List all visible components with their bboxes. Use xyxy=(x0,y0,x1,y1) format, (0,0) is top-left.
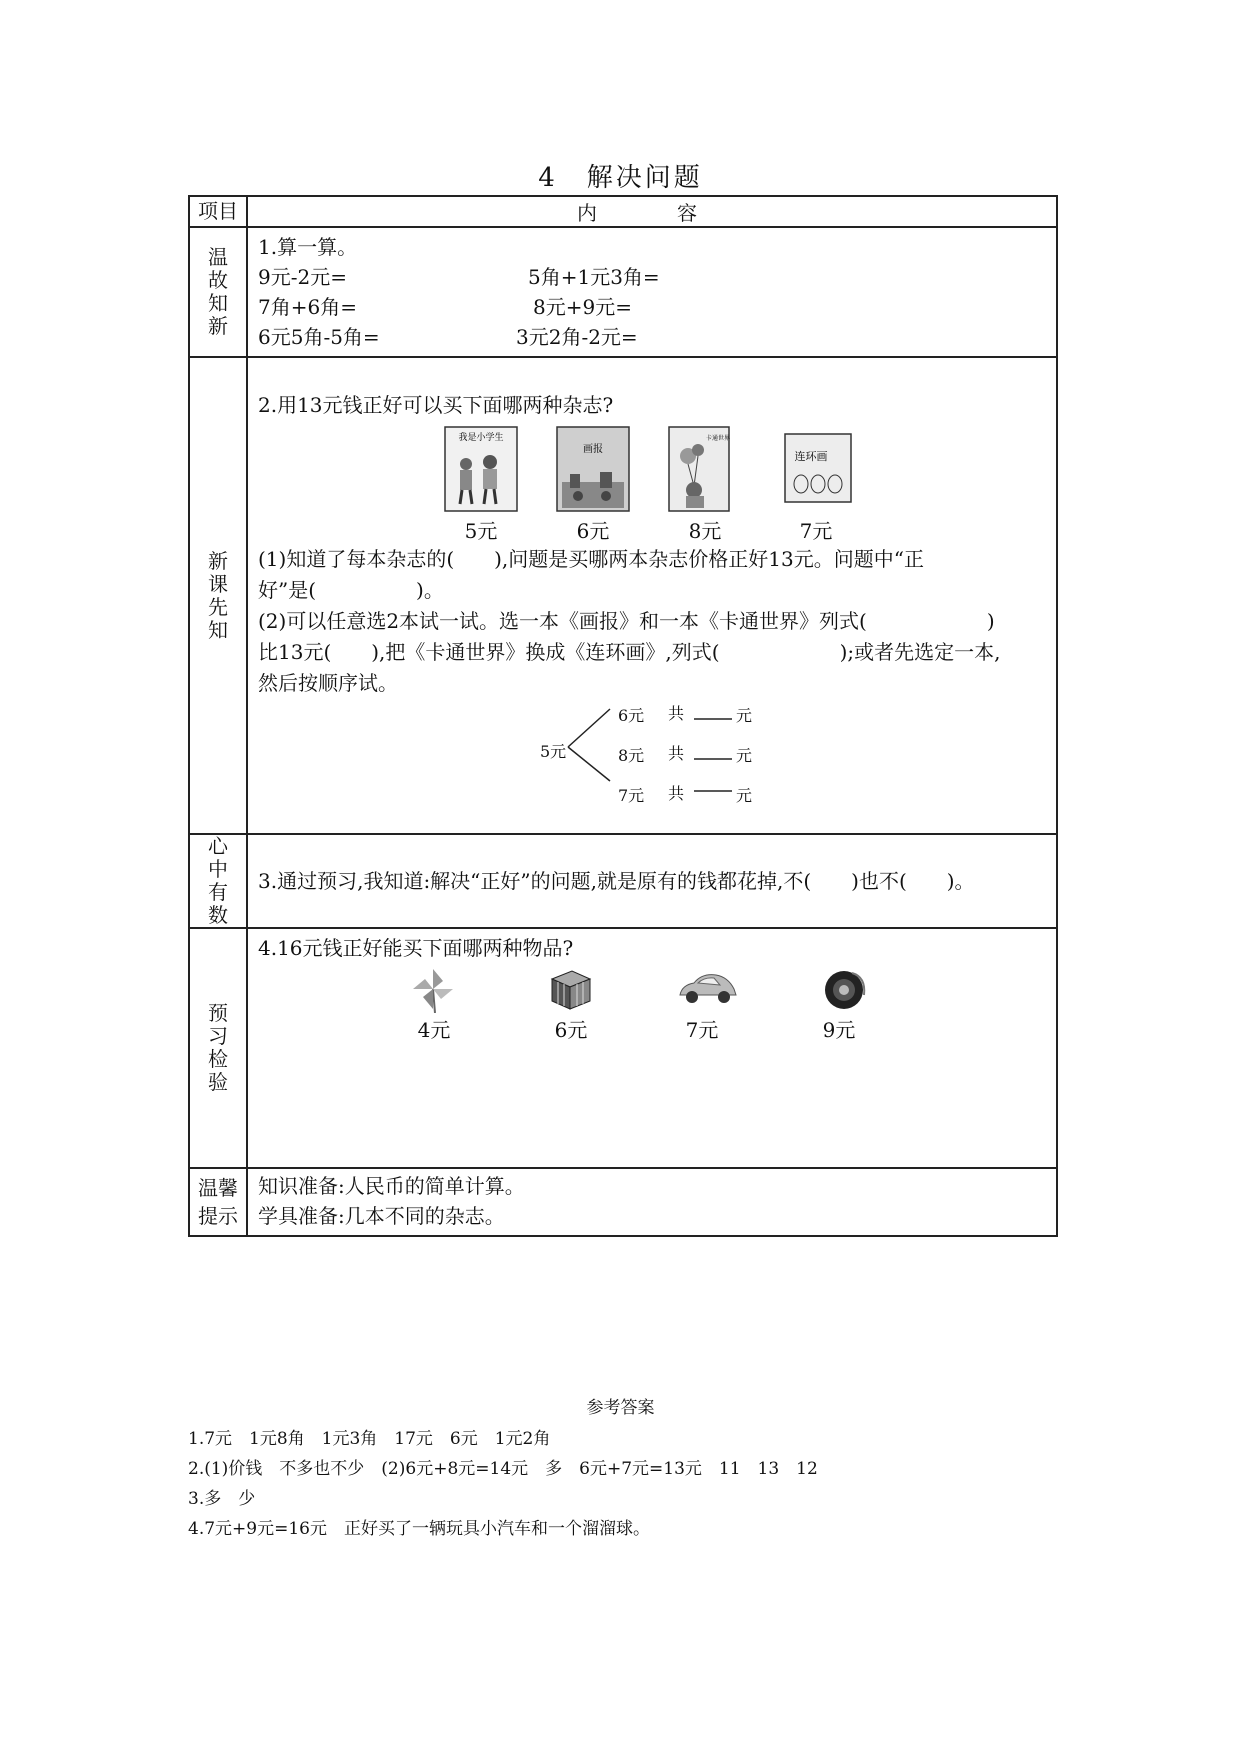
toy-price: 7元 xyxy=(685,1018,719,1042)
review-content xyxy=(247,227,1057,357)
tree-branch-text: 共 xyxy=(668,784,685,803)
mind-content xyxy=(247,834,1057,928)
check-label: 预习检验 xyxy=(189,928,247,1168)
magazine-row xyxy=(258,426,1046,544)
question-4: 4.16元钱正好能买下面哪两种物品? xyxy=(258,936,574,960)
review-label: 温故知新 xyxy=(189,227,247,357)
cover-title: 连环画 xyxy=(794,450,828,463)
tree-branch-value: 6元 xyxy=(618,706,645,725)
pinwheel-icon xyxy=(410,967,456,1013)
review-heading: 1.算一算。 xyxy=(258,235,358,259)
exercise: 6元5角-5角= xyxy=(258,325,380,349)
tree-branch-value: 7元 xyxy=(618,786,645,805)
toy-car-icon xyxy=(676,967,740,1007)
exercise: 5角+1元3角= xyxy=(528,265,660,289)
tip-2: 学具准备:几本不同的杂志。 xyxy=(258,1204,505,1228)
magazine-price: 7元 xyxy=(799,519,833,543)
yoyo-icon xyxy=(822,967,868,1013)
paragraph-1b: 好”是( )。 xyxy=(258,578,444,602)
exercise: 9元-2元= xyxy=(258,265,347,289)
check-content xyxy=(247,928,1057,1168)
tree-branch-unit: 元 xyxy=(736,706,753,725)
exercise: 7角+6角= xyxy=(258,295,357,319)
magazine-cover-1 xyxy=(444,426,518,512)
answer-line-4: 4.7元+9元=16元 正好买了一辆玩具小汽车和一个溜溜球。 xyxy=(188,1519,650,1539)
tip-1: 知识准备:人民币的简单计算。 xyxy=(258,1174,525,1198)
rubiks-cube-icon xyxy=(548,967,594,1013)
tree-diagram xyxy=(258,699,1046,829)
paragraph-2b: 比13元( ),把《卡通世界》换成《连环画》,列式( );或者先选定一本, xyxy=(258,640,1001,664)
toy-price: 6元 xyxy=(554,1018,588,1042)
magazine-cover-3 xyxy=(668,426,742,512)
tree-root: 5元 xyxy=(540,742,567,761)
answer-line-1: 1.7元 1元8角 1元3角 17元 6元 1元2角 xyxy=(188,1429,551,1449)
exercise: 8元+9元= xyxy=(533,295,632,319)
magazine-price: 5元 xyxy=(464,519,498,543)
question-2: 2.用13元钱正好可以买下面哪两种杂志? xyxy=(258,393,614,417)
new-label: 新课先知 xyxy=(189,357,247,834)
magazine-cover-4 xyxy=(781,426,855,512)
tree-branch-text: 共 xyxy=(668,744,685,763)
header-item: 项目 xyxy=(189,196,247,227)
tips-label: 温馨提示 xyxy=(189,1168,247,1236)
svg-text:我是小学生: 我是小学生 xyxy=(458,433,504,443)
tree-branch-unit: 元 xyxy=(736,786,753,805)
exercise: 3元2角-2元= xyxy=(516,325,638,349)
new-content xyxy=(247,357,1057,834)
tips-content xyxy=(247,1168,1057,1236)
paragraph-2a: (2)可以任意选2本试一试。选一本《画报》和一本《卡通世界》列式( ) xyxy=(258,609,995,633)
header-content: 内 容 xyxy=(247,196,1057,227)
magazine-price: 8元 xyxy=(688,519,722,543)
tree-branch-unit: 元 xyxy=(736,746,753,765)
cover-title: 画报 xyxy=(583,444,603,455)
answers-title: 参考答案 xyxy=(586,1398,655,1418)
magazine-price: 6元 xyxy=(576,519,610,543)
mind-label: 心中有数 xyxy=(189,834,247,928)
toy-price: 4元 xyxy=(417,1018,451,1042)
lesson-table xyxy=(188,195,1058,1237)
answer-line-3: 3.多 少 xyxy=(188,1489,256,1509)
answer-line-2: 2.(1)价钱 不多也不少 (2)6元+8元=14元 多 6元+7元=13元 11 13 12 xyxy=(188,1459,818,1479)
cover-title: 卡通世界 xyxy=(705,435,731,442)
page-title: 4 解决问题 xyxy=(538,163,703,193)
paragraph-1a: (1)知道了每本杂志的( ),问题是买哪两本杂志价格正好13元。问题中“正 xyxy=(258,547,924,571)
question-3: 3.通过预习,我知道:解决“正好”的问题,就是原有的钱都花掉,不( )也不( )。 xyxy=(258,869,975,893)
tree-branch-text: 共 xyxy=(668,704,685,723)
magazine-cover-2 xyxy=(556,426,630,512)
toy-row xyxy=(258,963,1046,1163)
toy-price: 9元 xyxy=(822,1018,856,1042)
paragraph-2c: 然后按顺序试。 xyxy=(258,671,398,695)
tree-branch-value: 8元 xyxy=(618,746,645,765)
